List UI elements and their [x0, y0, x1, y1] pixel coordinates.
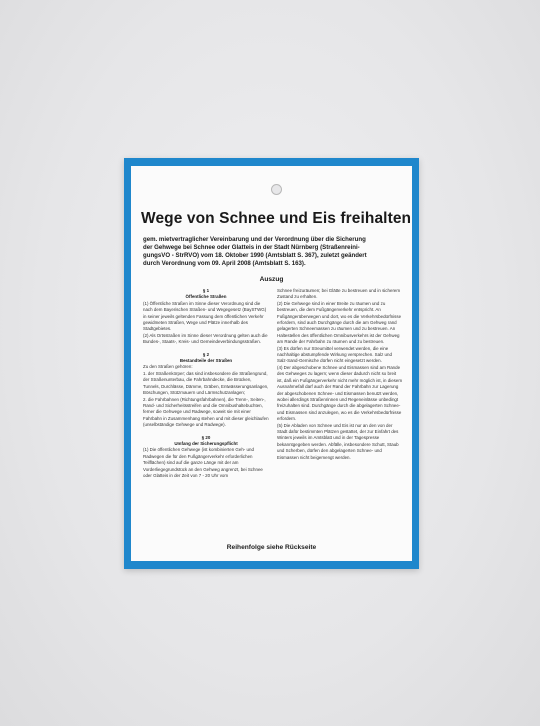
section-heading: Bestandteile der Straßen: [179, 358, 233, 364]
paragraph: (2) Als Ortsstraßen im Sinne dieser Verordnung gelten auch die Bundes-, Staats-, Kreis- und Gemeindeverbindungsstraßen.: [143, 332, 268, 345]
section-label: Auszug: [259, 276, 284, 283]
paragraph: (1) Die öffentlichen Gehwege (ist kombinierten Geh- und Radwegen die für den Fußgängerverkehr erforderlichen Teilflächen) sind auf die ganze Länge mit der am Vorderliegegrundstück an den Gehweg angrenzt, bei Schnee oder Glatteis in der Zeit von 7 - 20 Uhr vom: [143, 447, 263, 478]
paragraph: (1) Öffentliche Straßen im Sinne dieser Verordnung sind die nach dem Bayerischen Straßen- und Wegegesetz (BaySTWG) in seiner jeweils geltenden Fassung dem öffentlichen Verkehr gewidmeten Straßen, Wege und Plätze innerhalb des Stadtgebietes.: [143, 300, 267, 332]
subtitle-line: der Gehwege bei Schnee oder Glatteis in der Stadt Nürnberg (Straßenreini-: [143, 244, 360, 251]
left-column: [143, 288, 269, 540]
subtitle-line: gem. mietvertraglicher Vereinbarung und der Verordnung über die Sicherung: [143, 236, 366, 243]
section-heading: § 20: [201, 434, 211, 440]
sign-board: [124, 158, 419, 569]
paragraph: (4) Der abgeschobene Schnee und Eismassen sind am Rande des Gehweges zu lagern; wenn dieser dadurch nicht so breit ist, daß ein Fußgängerverkehr nicht mehr möglich ist, in diesem Ausnahmefall darf auch der Rand der Fahrbahn zur Lagerung der abgeschobenen Schnee- und Eismassen benutzt werden, wobei allerdings Straßenrinnen und Regeneinlässe unbedingt freizuhalten sind. Durchgänge durch die abgelagerten Schnee- und Eismassen sind anzulegen, wo es die Verkehrsbedürfnisse erfordern.: [277, 364, 403, 422]
section-heading: § 2: [202, 351, 210, 357]
regulation-text: [143, 288, 403, 540]
sign-sheet: [131, 166, 412, 561]
paragraph: 2. die Fahrbahnen (Richtungsfahrbahnen), die Trenn-, Seiten-, Rand- und Sicherheitsstreifen und die Omnibushaltebuchten, ferner die Gehwege und Radwege, soweit sie mit einer Fahrbahn in Zusammenhang stehen und mit dieser gleichlaufen (unselbständige Gehwege und Radwege).: [143, 396, 269, 428]
paragraph: Zu den Straßen gehören:: [143, 364, 193, 370]
section-heading: Öffentliche Straßen: [185, 294, 227, 300]
paragraph: 1. der Straßenkörper; das sind insbesondere die Straßengrund, der Straßenunterbau, die Fahrbahndecke, die Brücken, Tunnels, Durchlässe, Dämme, Gräben, Entwässerungsanlagen, Böschungen, Stützmauern und Lärmschutzanlagen;: [143, 370, 269, 396]
paragraph: (3) Es dürfen nur Streumittel verwendet werden, die eine nachhaltige abstumpfende Wirkung versprechen. Salz und Salz-Sand-Gemische dürfen nicht eingesetzt werden.: [277, 345, 392, 364]
footer-note: Reihenfolge siehe Rückseite: [226, 544, 317, 551]
paragraph: (2) Die Gehwege sind in einer Breite zu räumen und zu bestreuen, die dem Fußgängerverkehr entspricht. An Fußgängerüberwegen und dort, wo es die Verkehrsbedürfnisse erfordern, sind auch Durchgänge durch die am Gehweg rand gelagerten Schneemassen zu räumen und zu bestreuen. An Haltestellen des öffentlichen Omnibusverkehrs ist der Gehweg am Rande der Fahrbahn zu räumen und zu bestreuen.: [277, 300, 402, 345]
section-heading: Umfang der Sicherungspflicht: [174, 440, 238, 446]
sign-subtitle: [143, 236, 402, 268]
subtitle-line: gungsVO - StrRVO) vom 18. Oktober 1990 (Amtsblatt S. 367), zuletzt geändert: [143, 252, 367, 259]
section-heading: § 1: [202, 288, 210, 293]
mounting-hole: [271, 184, 282, 195]
right-column: [277, 288, 403, 540]
subtitle-line: durch Verordnung vom 09. April 2008 (Amtsblatt S. 163).: [143, 260, 306, 267]
sign-title: Wege von Schnee und Eis freihalten: [141, 210, 412, 227]
paragraph: Schnee freizuräumen; bei Glätte zu bestreuen und in sicherem Zustand zu erhalten.: [277, 288, 401, 300]
paragraph: (5) Die Abladen von Schnee und Eis ist nur an den von der Stadt dafür bestimmten Plätzen gestattet, der zur Einfahrt des Winters jeweils im Amtsblatt und in der Tagespresse bekanntgegeben werden. Abfälle, insbesondere Schutt, Staub und Scherben, dürfen den abgelagerten Schnee- und Eismassen nicht beigemengt werden.: [277, 422, 399, 460]
